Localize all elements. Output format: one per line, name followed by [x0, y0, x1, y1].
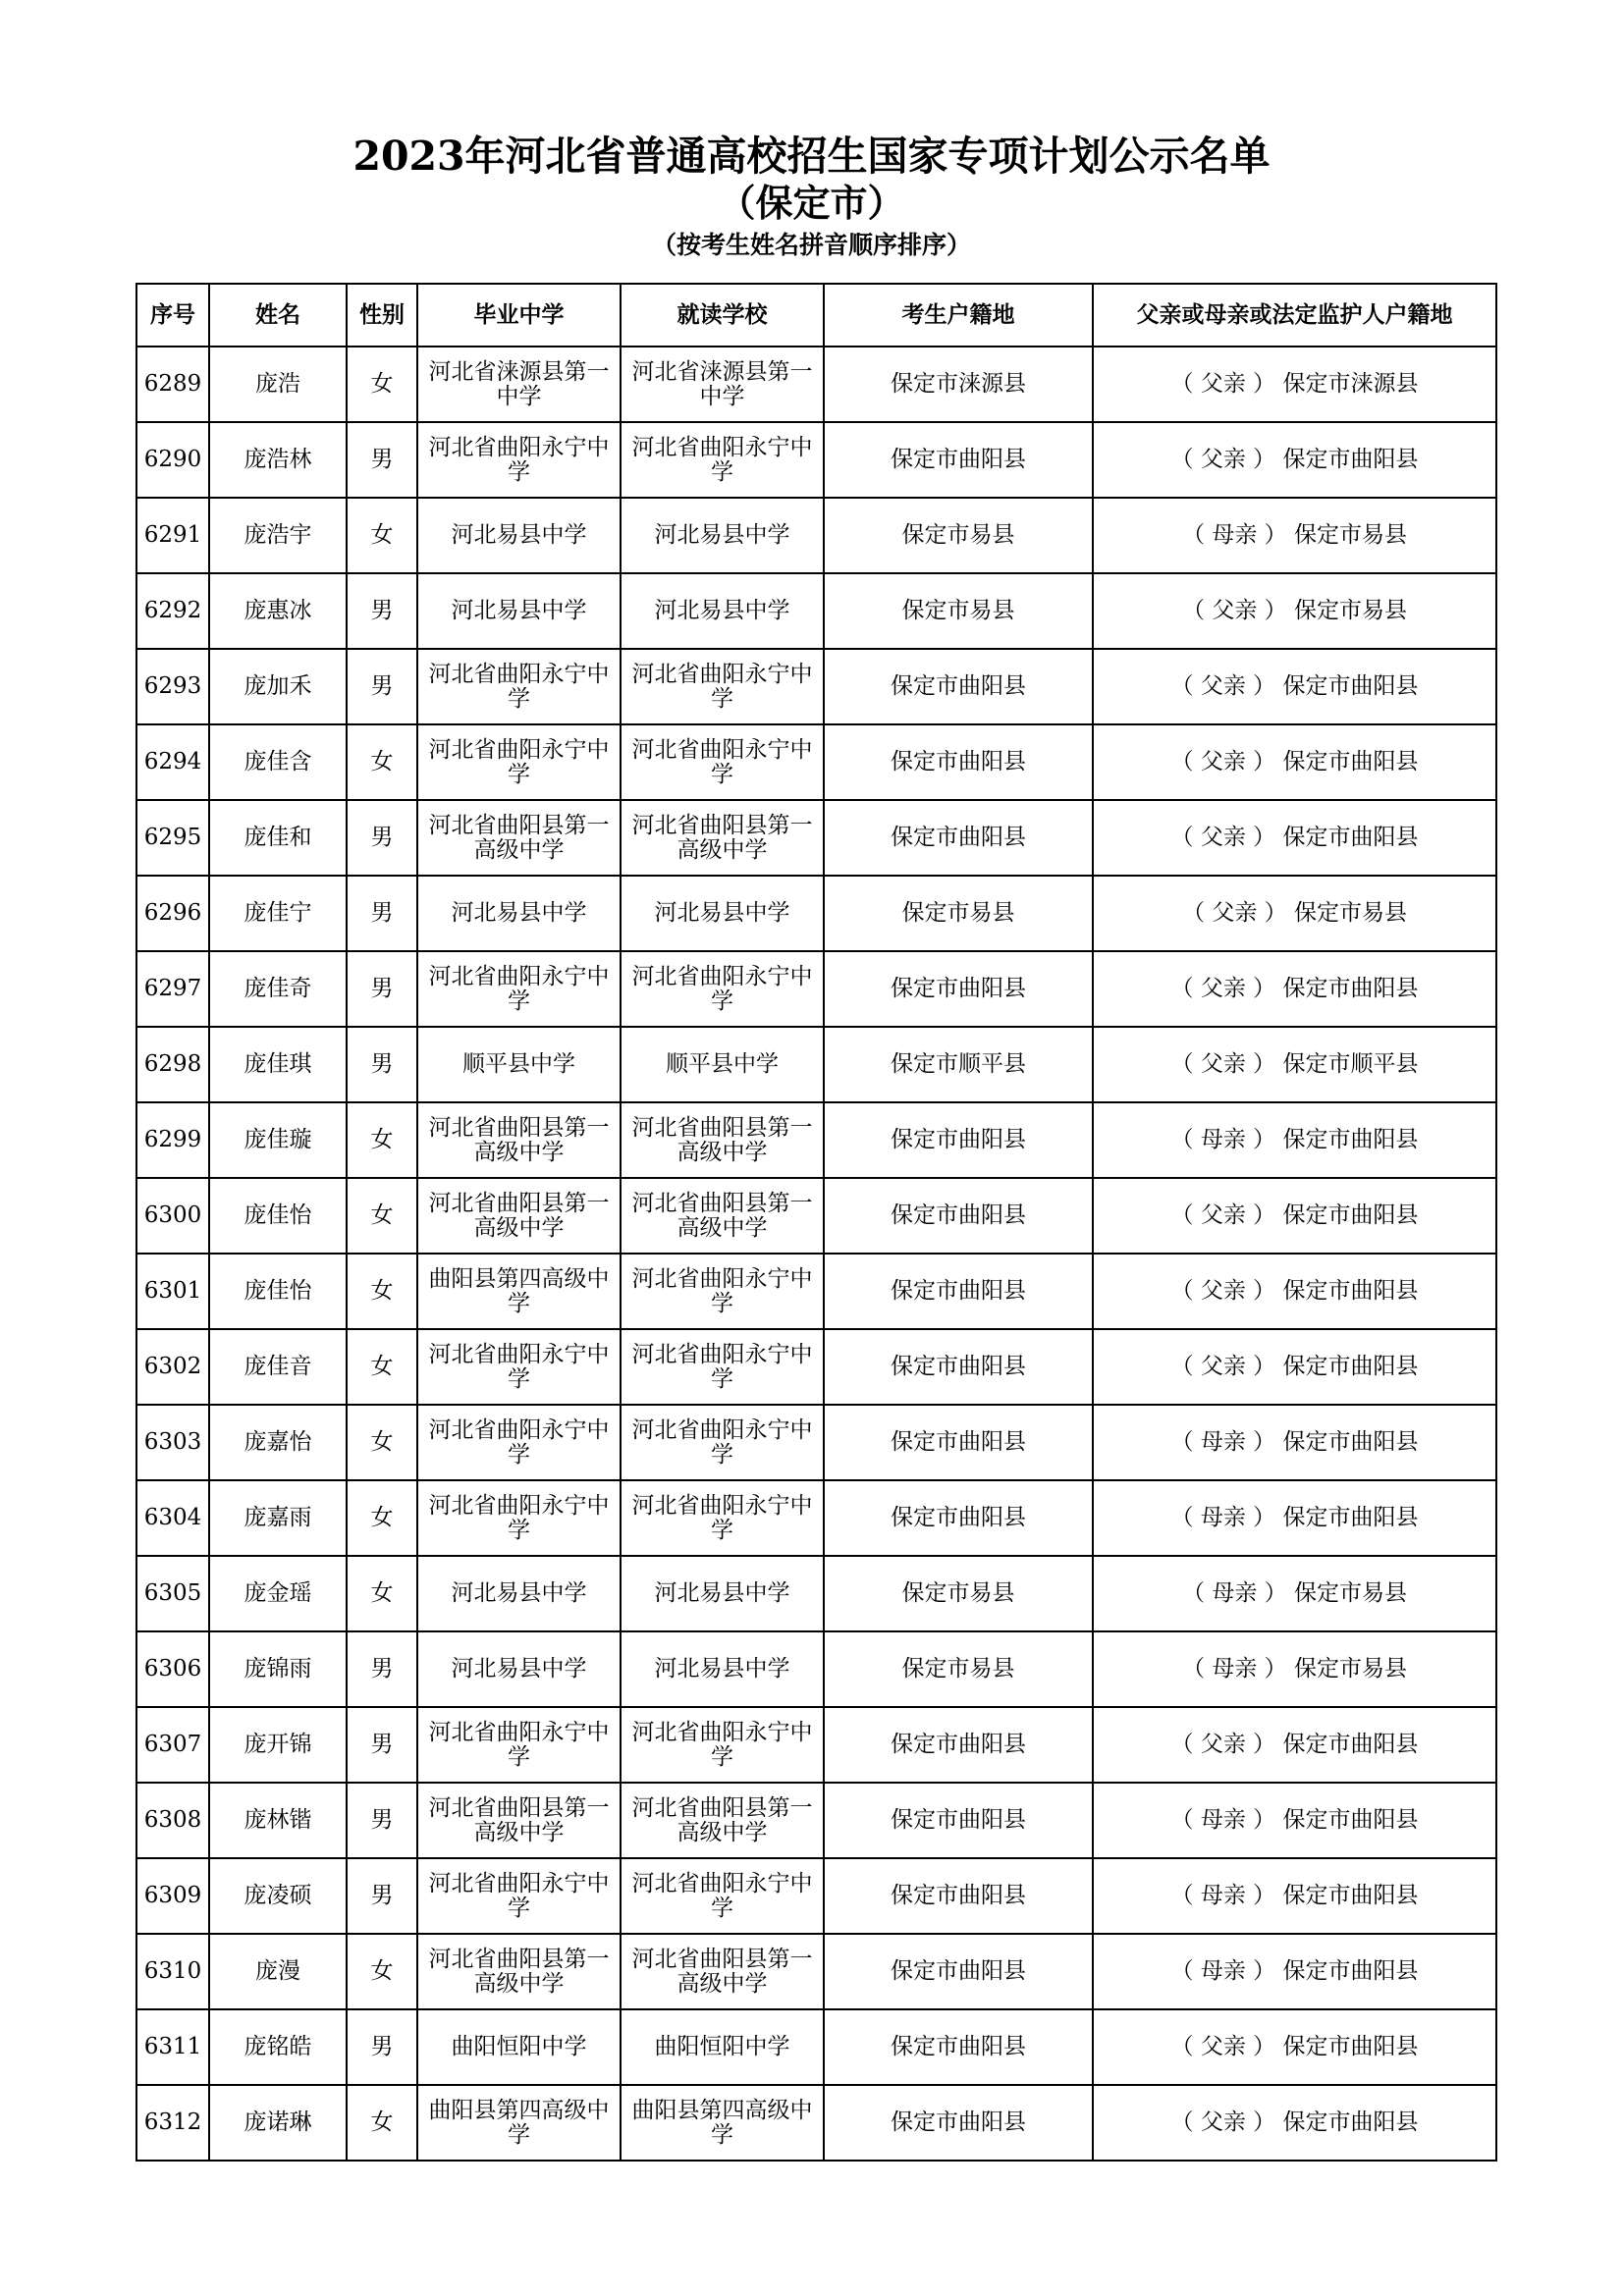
- cell-current-school: 河北省曲阳永宁中学: [621, 1707, 824, 1783]
- cell-no: 6301: [136, 1254, 209, 1329]
- cell-no: 6312: [136, 2085, 209, 2161]
- cell-current-school: 河北省曲阳县第一高级中学: [621, 1934, 824, 2009]
- cell-domicile: 保定市曲阳县: [824, 2009, 1093, 2085]
- cell-guardian-domicile: （ 父亲 ） 保定市曲阳县: [1093, 1707, 1496, 1783]
- cell-name: 庞佳和: [209, 800, 347, 876]
- cell-guardian-domicile: （ 母亲 ） 保定市曲阳县: [1093, 1783, 1496, 1858]
- cell-gender: 女: [347, 2085, 417, 2161]
- table-row: [136, 1102, 1496, 1178]
- cell-domicile: 保定市曲阳县: [824, 1707, 1093, 1783]
- column-header-name: 姓名: [209, 284, 347, 347]
- cell-grad-school: 河北易县中学: [417, 498, 621, 573]
- cell-guardian-domicile: （ 父亲 ） 保定市顺平县: [1093, 1027, 1496, 1102]
- cell-guardian-domicile: （ 父亲 ） 保定市曲阳县: [1093, 1254, 1496, 1329]
- cell-gender: 男: [347, 1707, 417, 1783]
- cell-grad-school: 河北省曲阳县第一高级中学: [417, 1934, 621, 2009]
- table-row: [136, 422, 1496, 498]
- cell-name: 庞嘉怡: [209, 1405, 347, 1480]
- table-row: [136, 1027, 1496, 1102]
- column-header-grad-school: 毕业中学: [417, 284, 621, 347]
- cell-grad-school: 曲阳恒阳中学: [417, 2009, 621, 2085]
- cell-gender: 男: [347, 1783, 417, 1858]
- cell-domicile: 保定市曲阳县: [824, 1405, 1093, 1480]
- cell-name: 庞加禾: [209, 649, 347, 724]
- cell-current-school: 河北省涞源县第一中学: [621, 347, 824, 422]
- cell-no: 6291: [136, 498, 209, 573]
- column-header-domicile: 考生户籍地: [824, 284, 1093, 347]
- cell-name: 庞凌硕: [209, 1858, 347, 1934]
- cell-gender: 男: [347, 649, 417, 724]
- cell-domicile: 保定市曲阳县: [824, 1254, 1093, 1329]
- cell-grad-school: 河北省曲阳县第一高级中学: [417, 800, 621, 876]
- cell-guardian-domicile: （ 母亲 ） 保定市曲阳县: [1093, 1405, 1496, 1480]
- cell-gender: 男: [347, 800, 417, 876]
- cell-no: 6310: [136, 1934, 209, 2009]
- cell-domicile: 保定市曲阳县: [824, 422, 1093, 498]
- cell-domicile: 保定市易县: [824, 1631, 1093, 1707]
- cell-current-school: 河北易县中学: [621, 876, 824, 951]
- cell-guardian-domicile: （ 父亲 ） 保定市曲阳县: [1093, 1178, 1496, 1254]
- cell-guardian-domicile: （ 父亲 ） 保定市曲阳县: [1093, 1329, 1496, 1405]
- cell-guardian-domicile: （ 父亲 ） 保定市易县: [1093, 876, 1496, 951]
- cell-grad-school: 曲阳县第四高级中学: [417, 2085, 621, 2161]
- cell-grad-school: 河北易县中学: [417, 573, 621, 649]
- cell-guardian-domicile: （ 母亲 ） 保定市易县: [1093, 498, 1496, 573]
- cell-no: 6298: [136, 1027, 209, 1102]
- cell-gender: 男: [347, 1027, 417, 1102]
- cell-gender: 女: [347, 1556, 417, 1631]
- cell-current-school: 河北省曲阳县第一高级中学: [621, 800, 824, 876]
- cell-grad-school: 顺平县中学: [417, 1027, 621, 1102]
- table-row: [136, 1934, 1496, 2009]
- cell-name: 庞嘉雨: [209, 1480, 347, 1556]
- cell-gender: 男: [347, 1858, 417, 1934]
- cell-guardian-domicile: （ 父亲 ） 保定市涞源县: [1093, 347, 1496, 422]
- cell-no: 6311: [136, 2009, 209, 2085]
- table-row: [136, 1480, 1496, 1556]
- table-row: [136, 2085, 1496, 2161]
- cell-guardian-domicile: （ 父亲 ） 保定市曲阳县: [1093, 800, 1496, 876]
- cell-current-school: 曲阳恒阳中学: [621, 2009, 824, 2085]
- cell-no: 6290: [136, 422, 209, 498]
- column-header-current-school: 就读学校: [621, 284, 824, 347]
- cell-name: 庞佳含: [209, 724, 347, 800]
- cell-name: 庞佳璇: [209, 1102, 347, 1178]
- cell-grad-school: 河北省曲阳永宁中学: [417, 951, 621, 1027]
- cell-grad-school: 河北省曲阳永宁中学: [417, 1480, 621, 1556]
- table-row: [136, 573, 1496, 649]
- cell-domicile: 保定市曲阳县: [824, 951, 1093, 1027]
- cell-current-school: 河北省曲阳永宁中学: [621, 1405, 824, 1480]
- cell-domicile: 保定市涞源县: [824, 347, 1093, 422]
- table-row: [136, 951, 1496, 1027]
- table-row: [136, 1783, 1496, 1858]
- cell-current-school: 河北易县中学: [621, 573, 824, 649]
- cell-gender: 男: [347, 573, 417, 649]
- cell-name: 庞佳宁: [209, 876, 347, 951]
- cell-gender: 男: [347, 2009, 417, 2085]
- cell-no: 6293: [136, 649, 209, 724]
- cell-grad-school: 河北省曲阳永宁中学: [417, 1707, 621, 1783]
- cell-gender: 女: [347, 1329, 417, 1405]
- cell-gender: 女: [347, 1934, 417, 2009]
- cell-no: 6294: [136, 724, 209, 800]
- cell-current-school: 河北省曲阳永宁中学: [621, 422, 824, 498]
- column-header-guardian-domicile: 父亲或母亲或法定监护人户籍地: [1093, 284, 1496, 347]
- cell-no: 6299: [136, 1102, 209, 1178]
- cell-no: 6306: [136, 1631, 209, 1707]
- cell-domicile: 保定市易县: [824, 1556, 1093, 1631]
- cell-domicile: 保定市曲阳县: [824, 649, 1093, 724]
- cell-guardian-domicile: （ 母亲 ） 保定市易县: [1093, 1556, 1496, 1631]
- cell-no: 6304: [136, 1480, 209, 1556]
- cell-grad-school: 河北省曲阳永宁中学: [417, 724, 621, 800]
- cell-domicile: 保定市曲阳县: [824, 800, 1093, 876]
- cell-grad-school: 河北省涞源县第一中学: [417, 347, 621, 422]
- cell-domicile: 保定市易县: [824, 498, 1093, 573]
- cell-guardian-domicile: （ 母亲 ） 保定市曲阳县: [1093, 1480, 1496, 1556]
- cell-domicile: 保定市顺平县: [824, 1027, 1093, 1102]
- cell-name: 庞浩宇: [209, 498, 347, 573]
- cell-no: 6296: [136, 876, 209, 951]
- cell-name: 庞诺琳: [209, 2085, 347, 2161]
- cell-name: 庞佳琪: [209, 1027, 347, 1102]
- cell-no: 6297: [136, 951, 209, 1027]
- cell-current-school: 河北省曲阳永宁中学: [621, 1329, 824, 1405]
- cell-grad-school: 河北省曲阳永宁中学: [417, 1405, 621, 1480]
- cell-gender: 女: [347, 1178, 417, 1254]
- cell-current-school: 河北省曲阳永宁中学: [621, 1254, 824, 1329]
- cell-current-school: 河北省曲阳县第一高级中学: [621, 1102, 824, 1178]
- cell-current-school: 河北省曲阳永宁中学: [621, 1480, 824, 1556]
- table-row: [136, 347, 1496, 422]
- cell-current-school: 河北易县中学: [621, 498, 824, 573]
- cell-grad-school: 河北省曲阳县第一高级中学: [417, 1783, 621, 1858]
- cell-current-school: 河北易县中学: [621, 1631, 824, 1707]
- cell-name: 庞开锦: [209, 1707, 347, 1783]
- cell-domicile: 保定市曲阳县: [824, 724, 1093, 800]
- table-row: [136, 1405, 1496, 1480]
- cell-name: 庞佳音: [209, 1329, 347, 1405]
- cell-gender: 女: [347, 1102, 417, 1178]
- cell-current-school: 河北省曲阳永宁中学: [621, 724, 824, 800]
- cell-no: 6292: [136, 573, 209, 649]
- cell-no: 6289: [136, 347, 209, 422]
- cell-no: 6305: [136, 1556, 209, 1631]
- cell-name: 庞铭皓: [209, 2009, 347, 2085]
- cell-name: 庞金瑶: [209, 1556, 347, 1631]
- cell-name: 庞浩: [209, 347, 347, 422]
- table-row: [136, 876, 1496, 951]
- cell-gender: 男: [347, 422, 417, 498]
- cell-guardian-domicile: （ 父亲 ） 保定市曲阳县: [1093, 422, 1496, 498]
- cell-name: 庞锦雨: [209, 1631, 347, 1707]
- cell-guardian-domicile: （ 父亲 ） 保定市曲阳县: [1093, 951, 1496, 1027]
- table-row: [136, 1631, 1496, 1707]
- cell-no: 6295: [136, 800, 209, 876]
- cell-current-school: 河北省曲阳县第一高级中学: [621, 1178, 824, 1254]
- cell-guardian-domicile: （ 母亲 ） 保定市曲阳县: [1093, 1858, 1496, 1934]
- document-title: 2023年河北省普通高校招生国家专项计划公示名单: [352, 133, 1271, 180]
- table-row: [136, 1858, 1496, 1934]
- cell-guardian-domicile: （ 父亲 ） 保定市曲阳县: [1093, 2085, 1496, 2161]
- cell-current-school: 河北省曲阳永宁中学: [621, 649, 824, 724]
- cell-grad-school: 河北省曲阳县第一高级中学: [417, 1178, 621, 1254]
- document-subtitle: （保定市）: [718, 181, 905, 225]
- cell-no: 6309: [136, 1858, 209, 1934]
- cell-guardian-domicile: （ 母亲 ） 保定市曲阳县: [1093, 1102, 1496, 1178]
- cell-current-school: 河北省曲阳永宁中学: [621, 1858, 824, 1934]
- column-header-no: 序号: [136, 284, 209, 347]
- cell-no: 6302: [136, 1329, 209, 1405]
- cell-domicile: 保定市曲阳县: [824, 1858, 1093, 1934]
- cell-grad-school: 河北易县中学: [417, 1556, 621, 1631]
- table-row: [136, 1254, 1496, 1329]
- table-header-row: [136, 284, 1496, 347]
- table-row: [136, 1707, 1496, 1783]
- cell-gender: 男: [347, 1631, 417, 1707]
- cell-current-school: 河北易县中学: [621, 1556, 824, 1631]
- roster-body: [136, 347, 1496, 2161]
- cell-grad-school: 河北省曲阳永宁中学: [417, 649, 621, 724]
- table-row: [136, 1556, 1496, 1631]
- cell-domicile: 保定市曲阳县: [824, 1783, 1093, 1858]
- table-row: [136, 1178, 1496, 1254]
- cell-grad-school: 河北省曲阳永宁中学: [417, 1858, 621, 1934]
- cell-gender: 女: [347, 1480, 417, 1556]
- cell-current-school: 顺平县中学: [621, 1027, 824, 1102]
- table-row: [136, 724, 1496, 800]
- cell-domicile: 保定市易县: [824, 573, 1093, 649]
- cell-grad-school: 河北易县中学: [417, 1631, 621, 1707]
- cell-gender: 男: [347, 876, 417, 951]
- cell-current-school: 河北省曲阳永宁中学: [621, 951, 824, 1027]
- cell-domicile: 保定市曲阳县: [824, 2085, 1093, 2161]
- cell-gender: 女: [347, 1254, 417, 1329]
- cell-grad-school: 河北省曲阳县第一高级中学: [417, 1102, 621, 1178]
- cell-guardian-domicile: （ 母亲 ） 保定市易县: [1093, 1631, 1496, 1707]
- cell-guardian-domicile: （ 母亲 ） 保定市曲阳县: [1093, 1934, 1496, 2009]
- cell-domicile: 保定市曲阳县: [824, 1178, 1093, 1254]
- cell-gender: 女: [347, 498, 417, 573]
- cell-domicile: 保定市曲阳县: [824, 1480, 1093, 1556]
- cell-name: 庞惠冰: [209, 573, 347, 649]
- cell-no: 6308: [136, 1783, 209, 1858]
- cell-guardian-domicile: （ 父亲 ） 保定市曲阳县: [1093, 2009, 1496, 2085]
- table-row: [136, 498, 1496, 573]
- cell-grad-school: 河北省曲阳永宁中学: [417, 1329, 621, 1405]
- table-row: [136, 649, 1496, 724]
- cell-gender: 女: [347, 1405, 417, 1480]
- cell-grad-school: 河北省曲阳永宁中学: [417, 422, 621, 498]
- cell-grad-school: 曲阳县第四高级中学: [417, 1254, 621, 1329]
- cell-no: 6307: [136, 1707, 209, 1783]
- cell-guardian-domicile: （ 父亲 ） 保定市易县: [1093, 573, 1496, 649]
- cell-name: 庞佳奇: [209, 951, 347, 1027]
- cell-domicile: 保定市易县: [824, 876, 1093, 951]
- cell-domicile: 保定市曲阳县: [824, 1329, 1093, 1405]
- cell-gender: 女: [347, 347, 417, 422]
- cell-gender: 男: [347, 951, 417, 1027]
- cell-name: 庞佳怡: [209, 1178, 347, 1254]
- cell-current-school: 河北省曲阳县第一高级中学: [621, 1783, 824, 1858]
- cell-guardian-domicile: （ 父亲 ） 保定市曲阳县: [1093, 649, 1496, 724]
- cell-no: 6303: [136, 1405, 209, 1480]
- cell-grad-school: 河北易县中学: [417, 876, 621, 951]
- cell-no: 6300: [136, 1178, 209, 1254]
- roster-table: [135, 283, 1497, 2162]
- cell-name: 庞佳怡: [209, 1254, 347, 1329]
- cell-current-school: 曲阳县第四高级中学: [621, 2085, 824, 2161]
- sort-note: （按考生姓名拼音顺序排序）: [651, 231, 971, 259]
- table-row: [136, 800, 1496, 876]
- cell-name: 庞浩林: [209, 422, 347, 498]
- cell-domicile: 保定市曲阳县: [824, 1934, 1093, 2009]
- cell-guardian-domicile: （ 父亲 ） 保定市曲阳县: [1093, 724, 1496, 800]
- cell-name: 庞漫: [209, 1934, 347, 2009]
- cell-domicile: 保定市曲阳县: [824, 1102, 1093, 1178]
- table-row: [136, 2009, 1496, 2085]
- cell-gender: 女: [347, 724, 417, 800]
- table-row: [136, 1329, 1496, 1405]
- column-header-gender: 性别: [347, 284, 417, 347]
- cell-name: 庞林锴: [209, 1783, 347, 1858]
